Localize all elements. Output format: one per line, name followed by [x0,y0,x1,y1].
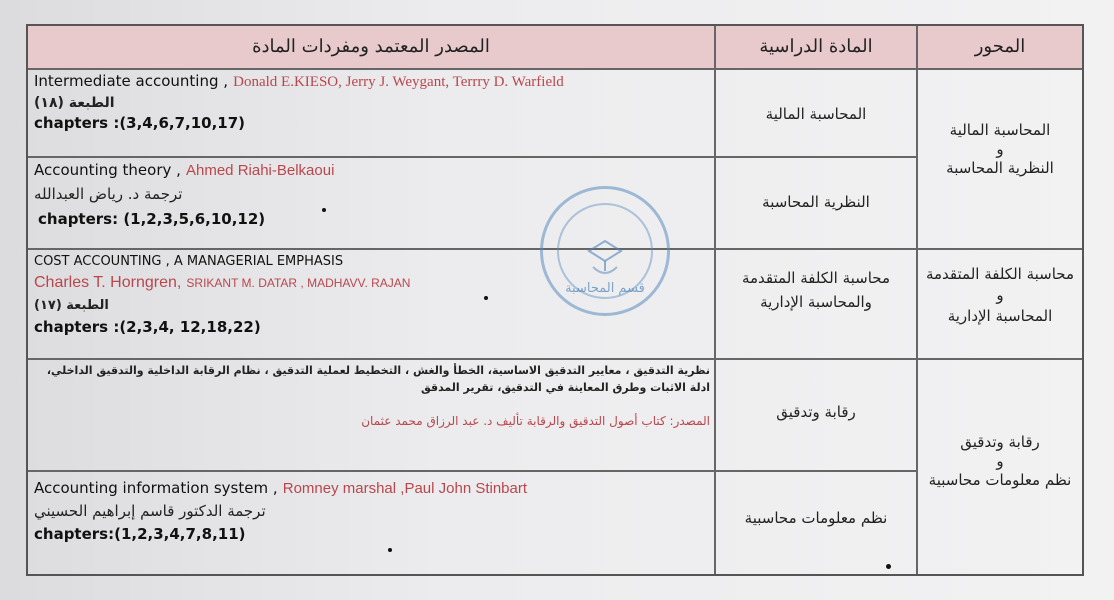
header-source-column: المصدر المعتمد ومفردات المادة [252,36,490,57]
department-stamp [540,186,670,316]
book-authors: Romney marshal ,Paul John Stinbart [282,480,528,497]
book-translator: ترجمة د. رياض العبدالله [34,185,183,203]
axis-text: نظم معلومات محاسبية [928,471,1072,489]
ink-dot [388,548,392,552]
axis-text: و [996,452,1004,470]
source-cell-ais [34,476,710,546]
axis-text: محاسبة الكلفة المتقدمة [925,265,1075,283]
axis-text: المحاسبة الإدارية [947,307,1053,325]
subject-accounting-theory: النظرية المحاسبة [762,193,870,211]
book-title: Intermediate accounting , [34,72,229,90]
row-divider [28,470,916,472]
subject-auditing: رقابة وتدقيق [776,403,856,421]
curriculum-table [26,24,1084,576]
book-authors: Ahmed Riahi-Belkaoui [186,162,335,179]
axis-text: المحاسبة المالية [949,121,1051,139]
axis-cell-audit [918,430,1082,492]
subject-cost-accounting [716,266,916,314]
axis-text: رقابة وتدقيق [960,433,1040,451]
book-chapters: chapters :(2,3,4, 12,18,22) [34,318,261,336]
subject-financial-accounting: المحاسبة المالية [765,105,867,123]
axis-text: النظرية المحاسبة [946,159,1054,177]
axis-cell-financial [918,118,1082,180]
book-edition: الطبعة (١٨) [34,95,115,111]
header-axis-column: المحور [974,36,1026,57]
row-divider [28,358,1082,360]
subject-ais: نظم معلومات محاسبية [744,509,888,527]
audit-topics: نظرية التدقيق ، معايير التدقيق الاساسية، الخطأ والغش ، التخطيط لعملية التدقيق ، نظام الرقابة الداخلية والتدقيق الداخلي، [46,364,710,377]
book-translator: ترجمة الدكتور قاسم إبراهيم الحسيني [34,502,266,520]
audit-topics: ادلة الاثبات وطرق المعاينة في التدقيق، تقرير المدقق [420,381,710,394]
axis-text: و [996,140,1004,158]
audit-source-reference: المصدر: كتاب أصول التدقيق والرقابة تأليف د. عبد الرزاق محمد عثمان [361,414,710,428]
book-author-main: Charles T. Horngren, [34,274,182,291]
header-subject-column: المادة الدراسية [759,36,873,57]
axis-cell-cost [918,262,1082,328]
stamp-text: قسم المحاسبة [565,281,645,296]
axis-text: و [996,286,1004,304]
source-cell-intermediate [34,70,710,134]
source-cell-audit [34,362,710,430]
book-authors: Donald E.KIESO, Jerry J. Weygant, Terrry D. Warfield [233,74,564,90]
ink-dot [322,208,326,212]
book-chapters: chapters:(1,2,3,4,7,8,11) [34,525,246,543]
book-chapters: chapters: (1,2,3,5,6,10,12) [38,210,266,228]
subject-text: محاسبة الكلفة المتقدمة [741,269,891,287]
book-edition: الطبعة (١٧) [34,298,109,313]
subject-text: والمحاسبة الإدارية [760,293,872,311]
book-title: Accounting information system , [34,479,278,497]
book-title: Accounting theory , [34,161,181,179]
book-title: COST ACCOUNTING , A MANAGERIAL EMPHASIS [34,254,344,269]
ink-dot [484,296,488,300]
book-chapters: chapters :(3,4,6,7,10,17) [34,114,246,132]
book-authors: SRIKANT M. DATAR , MADHAVV. RAJAN [186,276,411,290]
ink-dot [886,564,891,569]
